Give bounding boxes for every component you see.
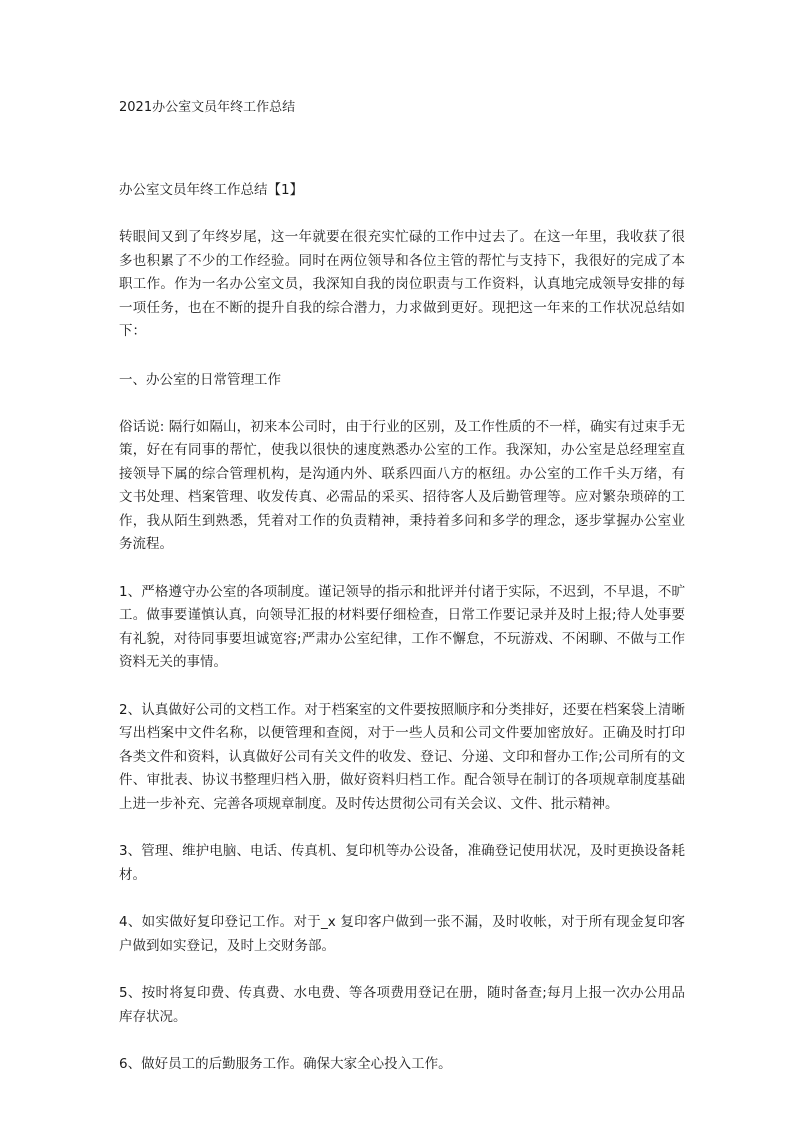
list-item: 5、按时将复印费、传真费、水电费、等各项费用登记在册，随时备查;每月上报一次办公用品库存状况。 (119, 985, 685, 1025)
list-item: 2、认真做好公司的文档工作。对于档案室的文件要按照顺序和分类排好，还要在档案袋上清晰写出档案中文件名称，以便管理和查阅，对于一些人员和公司文件要加密放好。正确及时打印各类文件和资料，认真做好公司有关文件的收发、登记、分递、文印和督办工作;公司所有的文件、审批表、协议书整理归档入册，做好资料归档工作。配合领导在制订的各项规章制度基础上进一步补充、完善各项规章制度。及时传达贯彻公司有关会议、文件、批示精神。 (119, 701, 685, 812)
list-item: 6、做好员工的后勤服务工作。确保大家全心投入工作。 (119, 1056, 452, 1072)
document-body (119, 178, 685, 1101)
list-item: 1、严格遵守办公室的各项制度。谨记领导的指示和批评并付诸于实际，不迟到，不早退，不旷工。做事要谨慎认真，向领导汇报的材料要仔细检查，日常工作要记录并及时上报;待人处事要有礼貌，对待同事要坦诚宽容;严肃办公室纪律，工作不懈怠，不玩游戏、不闲聊、不做与工作资料无关的事情。 (119, 583, 685, 670)
document-title: 2021办公室文员年终工作总结 (119, 100, 296, 115)
intro-paragraph: 转眼间又到了年终岁尾，这一年就要在很充实忙碌的工作中过去了。在这一年里，我收获了很多也积累了不少的工作经验。同时在两位领导和各位主管的帮忙与支持下，我很好的完成了本职工作。作为一名办公室文员，我深知自我的岗位职责与工作资料，认真地完成领导安排的每一项任务，也在不断的提升自我的综合潜力，力求做到更好。现把这一年来的工作状况总结如下： (119, 229, 685, 339)
list-item: 4、如实做好复印登记工作。对于_x 复印客户做到一张不漏，及时收帐，对于所有现金复印客户做到如实登记，及时上交财务部。 (119, 914, 685, 954)
list-item: 3、管理、维护电脑、电话、传真机、复印机等办公设备，准确登记使用状况，及时更换设备耗材。 (119, 843, 685, 883)
part-one-intro-paragraph: 俗话说: 隔行如隔山，初来本公司时，由于行业的区别，及工作性质的不一样，确实有过束手无策，好在有同事的帮忙，使我以很快的速度熟悉办公室的工作。我深知，办公室是总经理室直接领导下属的综合管理机构，是沟通内外、联系四面八方的枢纽。办公室的工作千头万绪，有文书处理、档案管理、收发传真、必需品的采买、招待客人及后勤管理等。应对繁杂琐碎的工作，我从陌生到熟悉，凭着对工作的负责精神，秉持着多问和多学的理念，逐步掌握办公室业务流程。 (119, 418, 685, 552)
section-heading: 办公室文员年终工作总结【1】 (119, 182, 304, 198)
part-one-heading: 一、办公室的日常管理工作 (119, 371, 281, 388)
